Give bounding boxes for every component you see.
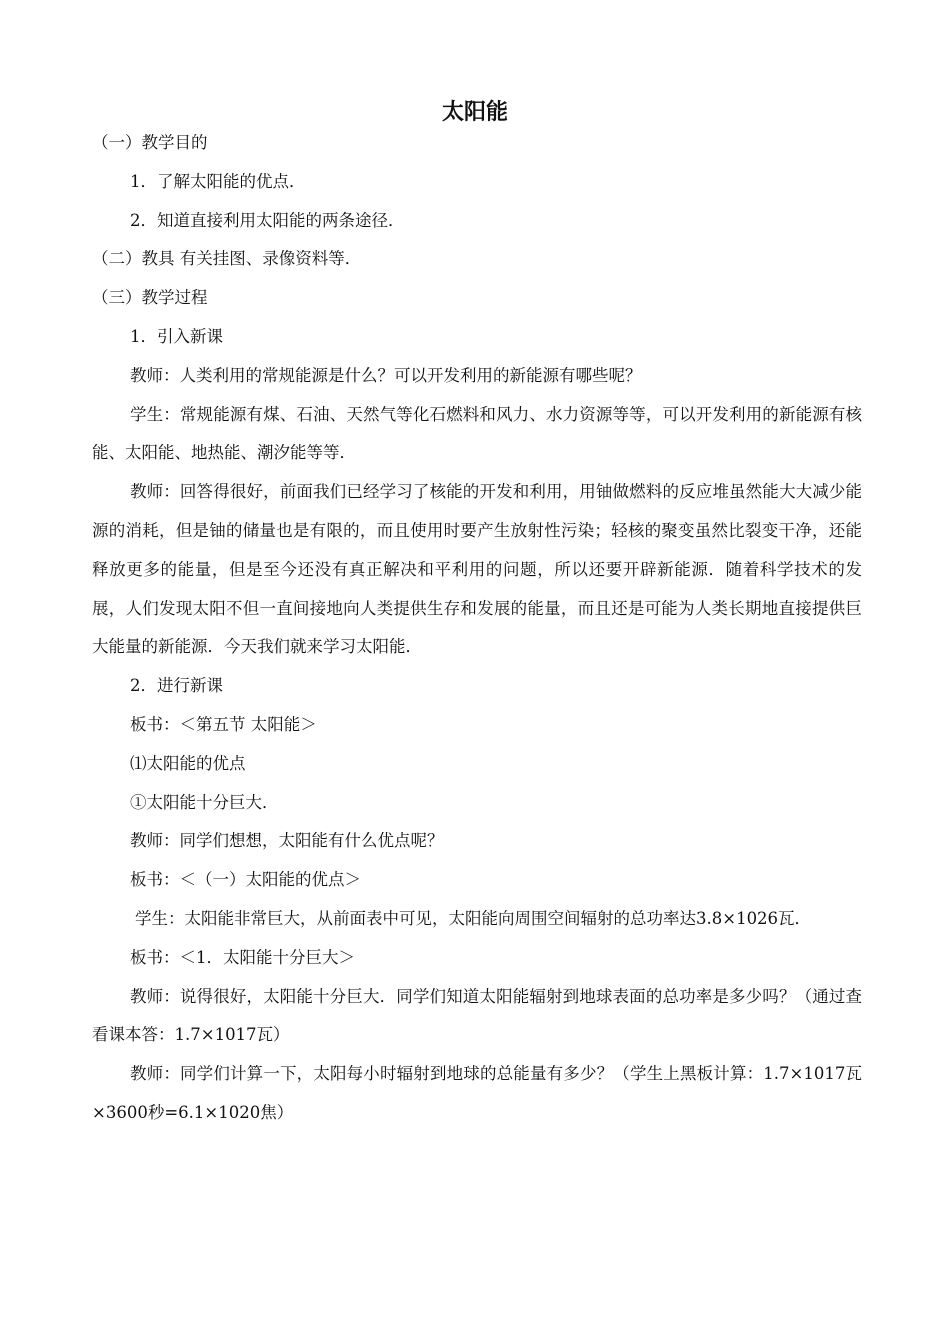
section-heading: （二）教具 有关挂图、录像资料等． [92,249,362,269]
document-title: 太阳能 [441,100,508,125]
dialogue-paragraph: 教师：人类利用的常规能源是什么？可以开发利用的新能源有哪些呢？ [130,365,642,385]
section-heading: （一）教学目的 [92,133,208,152]
section-heading: （三）教学过程 [92,288,208,308]
board-note: 板书：＜第五节 太阳能＞ [130,714,317,734]
objective-item: 1．了解太阳能的优点． [130,171,306,191]
subsection-heading: 1．引入新课 [130,326,223,346]
dialogue-paragraph: 教师：说得很好，太阳能十分巨大．同学们知道太阳能辐射到地球表面的总功率是多少吗？（通过查看课本答：1.7×1017瓦） [92,986,862,1045]
board-note: 板书：＜（一）太阳能的优点＞ [130,870,361,890]
dialogue-paragraph: 学生：常规能源有煤、石油、天然气等化石燃料和风力、水力资源等等，可以开发利用的新能源有核能、太阳能、地热能、潮汐能等等． [92,404,862,463]
objective-item: 2．知道直接利用太阳能的两条途径． [130,210,405,230]
point-heading: ①太阳能十分巨大． [130,792,279,812]
point-heading: ⑴太阳能的优点 [130,753,246,773]
subsection-heading: 2．进行新课 [130,676,223,696]
dialogue-paragraph: 学生：太阳能非常巨大，从前面表中可见，太阳能向周围空间辐射的总功率达3.8×1026瓦． [135,908,812,928]
dialogue-paragraph: 教师：同学们计算一下，太阳每小时辐射到地球的总能量有多少？（学生上黑板计算：1.7×1017瓦×3600秒=6.1×1020焦） [92,1064,862,1122]
board-note: 板书：＜1．太阳能十分巨大＞ [130,947,355,967]
dialogue-paragraph: 教师：回答得很好，前面我们已经学习了核能的开发和利用，用铀做燃料的反应堆虽然能大大减少能源的消耗，但是铀的储量也是有限的，而且使用时要产生放射性污染；轻核的聚变虽然比裂变干净，还能释放更多的能量，但是至今还没有真正解决和平利用的问题，所以还要开辟新能源．随着科学技术的发展，人们发现太阳不但一直间接地向人类提供生存和发展的能量，而且还是可能为人类长期地直接提供巨大能量的新能源．今天我们就来学习太阳能． [92,482,862,657]
document-body [92,124,862,1133]
dialogue-paragraph: 教师：同学们想想，太阳能有什么优点呢？ [130,831,444,851]
